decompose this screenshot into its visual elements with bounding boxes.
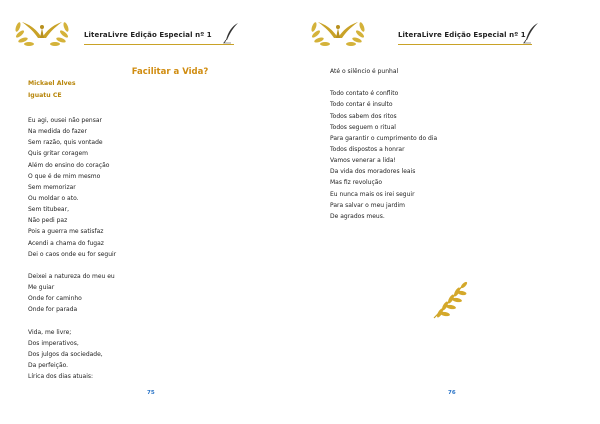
poem-line: Na medida do fazer: [28, 128, 87, 136]
poem-line-blank: [28, 316, 116, 327]
poem-line: Além do ensino do coração: [28, 161, 110, 169]
poem-line: Todo contato é conflito: [330, 90, 399, 98]
header-title: LiteraLivre Edição Especial nº 1: [84, 31, 212, 39]
author-name: Mickael Alves: [28, 80, 76, 87]
poem-line: Vida, me livre;: [28, 328, 72, 336]
poem-line: Lírica dos dias atuais:: [28, 373, 94, 381]
poem-line: Onde for caminho: [28, 295, 82, 303]
poem-line: Sem razão, quis vontade: [28, 139, 103, 147]
poem-line: Ou moldar o ato.: [28, 194, 79, 202]
page-header: [300, 14, 600, 54]
poem-line: Pois a guerra me satisfaz: [28, 228, 104, 236]
poem-line: Quis gritar coragem: [28, 150, 89, 158]
laurel-wreath-bird-logo: [14, 14, 70, 50]
poem-line: Todos dispostos a honrar: [330, 145, 405, 153]
poem-line: Sem memorizar: [28, 183, 76, 191]
poem-line: Me guiar: [28, 284, 55, 292]
page-header: [0, 14, 300, 54]
poem-line: Todos seguem o ritual: [330, 123, 396, 131]
quill-pen-icon: [222, 22, 240, 44]
poem-line: Eu nunca mais os irei seguir: [330, 190, 415, 198]
poem-line: Onde for parada: [28, 306, 78, 314]
laurel-branch-ornament: [430, 280, 470, 322]
poem-lines: [28, 115, 116, 382]
poem-line: Para garantir o cumprimento do dia: [330, 134, 438, 142]
poem-line: Dos imperativos,: [28, 339, 79, 347]
poem-lines: [330, 66, 437, 222]
poem-line: Acendi a chama do fugaz: [28, 239, 104, 247]
quill-pen-icon: [522, 22, 540, 44]
author-city: Iguatu CE: [28, 92, 62, 99]
poem-line: Para salvar o meu jardim: [330, 201, 405, 209]
right-page: [300, 0, 600, 424]
poem-line-blank: [330, 77, 437, 88]
poem-line: Todos sabem dos ritos: [330, 112, 397, 120]
poem-line: Dos julgos da sociedade,: [28, 350, 103, 358]
page-number: 75: [147, 390, 155, 396]
poem-line: Da perfeição.: [28, 362, 69, 370]
poem-line: Mas fiz revolução: [330, 179, 383, 187]
poem-line: Dei o caos onde eu for seguir: [28, 250, 117, 258]
laurel-wreath-bird-logo: [310, 14, 366, 50]
poem-line: Todo contar é insulto: [330, 101, 393, 109]
header-rule: [84, 44, 234, 45]
poem-line: Até o silêncio é punhal: [330, 68, 399, 75]
page-number: 76: [448, 390, 456, 396]
poem-line: Não pedi paz: [28, 217, 68, 225]
poem-line: Sem titubear,: [28, 206, 69, 214]
header-title: LiteraLivre Edição Especial nº 1: [398, 31, 526, 39]
header-rule: [398, 44, 532, 45]
poem-line: Deixei a natureza do meu eu: [28, 272, 115, 280]
poem-title: Facilitar a Vida?: [131, 67, 209, 77]
poem-line: Eu agi, ousei não pensar: [28, 117, 102, 124]
poem-line: Da vida dos moradores leais: [330, 168, 416, 176]
poem-line: O que é de mim mesmo: [28, 172, 101, 180]
poem-line: Vamos venerar a lida!: [330, 157, 396, 165]
poem-line-blank: [28, 260, 116, 271]
poem-line: De agrados meus.: [330, 212, 385, 220]
